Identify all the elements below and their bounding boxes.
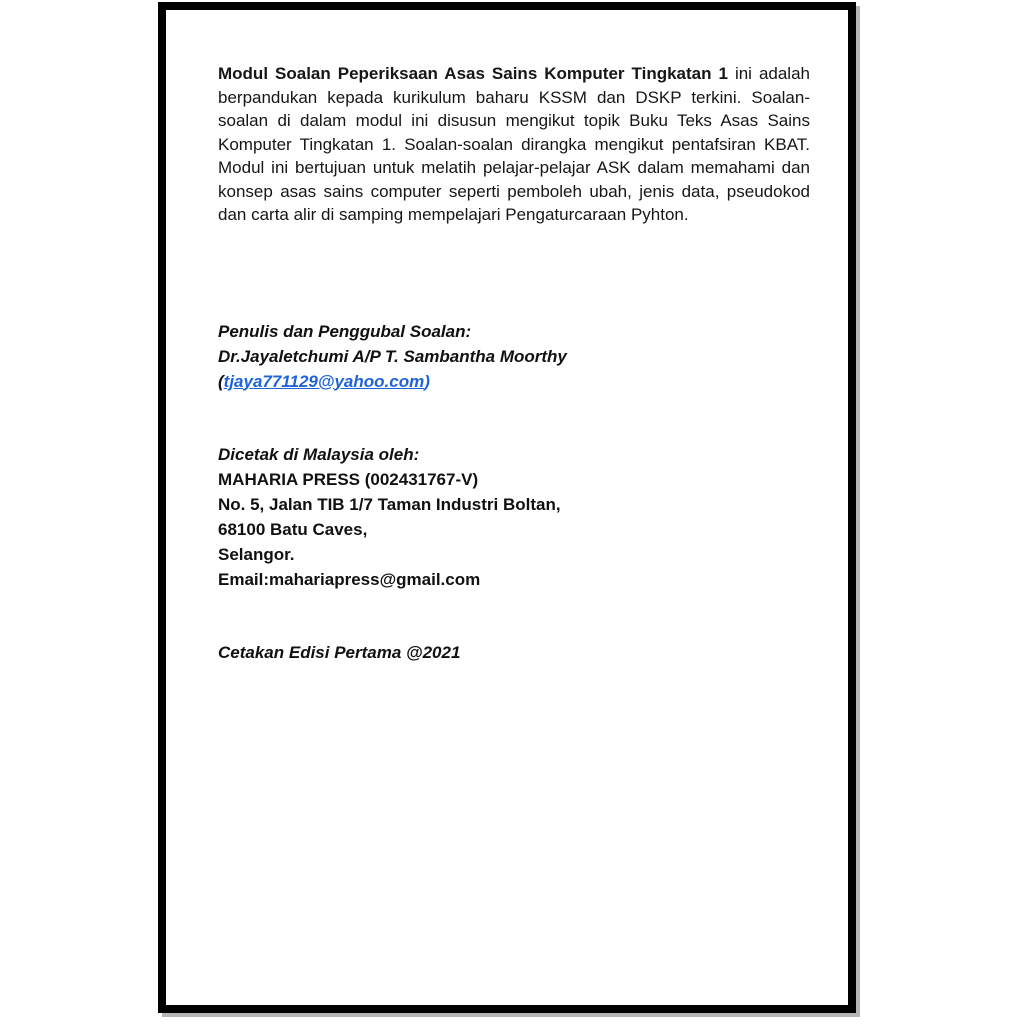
printer-address-city: 68100 Batu Caves, (218, 519, 368, 539)
printer-name: MAHARIA PRESS (002431767-V) (218, 469, 479, 489)
author-name: Dr.Jayaletchumi A/P T. Sambantha Moorthy (218, 346, 567, 366)
document-page (158, 2, 856, 1013)
author-email-link[interactable]: tjaya771129@yahoo.com (223, 371, 425, 391)
intro-body-text: ini adalah berpandukan kepada kurikulum baharu KSSM dan DSKP terkini. Soalan-soalan di dalam modul ini disusun mengikut topik Buku Teks Asas Sains Komputer Tingkatan 1. Soalan-soalan dirangka mengikut pentafsiran KBAT. Modul ini bertujuan untuk melatih pelajar-pelajar ASK dalam memahami dan konsep asas sains computer seperti pemboleh ubah, jenis data, pseudokod dan carta alir di samping mempelajari Pengaturcaraan Pyhton. (218, 64, 810, 224)
printer-address-state: Selangor. (218, 544, 295, 564)
intro-paragraph (218, 62, 810, 227)
printer-block (218, 442, 810, 592)
author-block (218, 319, 810, 394)
module-title-bold: Modul Soalan Peperiksaan Asas Sains Komputer Tingkatan 1 (218, 64, 728, 83)
printer-heading: Dicetak di Malaysia oleh: (218, 444, 420, 464)
edition-line: Cetakan Edisi Pertama @2021 (218, 642, 461, 662)
printer-email: Email:mahariapress@gmail.com (218, 569, 481, 589)
printer-address-street: No. 5, Jalan TIB 1/7 Taman Industri Boltan, (218, 494, 561, 514)
email-paren-close: ) (424, 371, 430, 391)
author-email-line (218, 369, 810, 394)
email-paren-open: ( (218, 371, 224, 391)
author-heading: Penulis dan Penggubal Soalan: (218, 321, 472, 341)
